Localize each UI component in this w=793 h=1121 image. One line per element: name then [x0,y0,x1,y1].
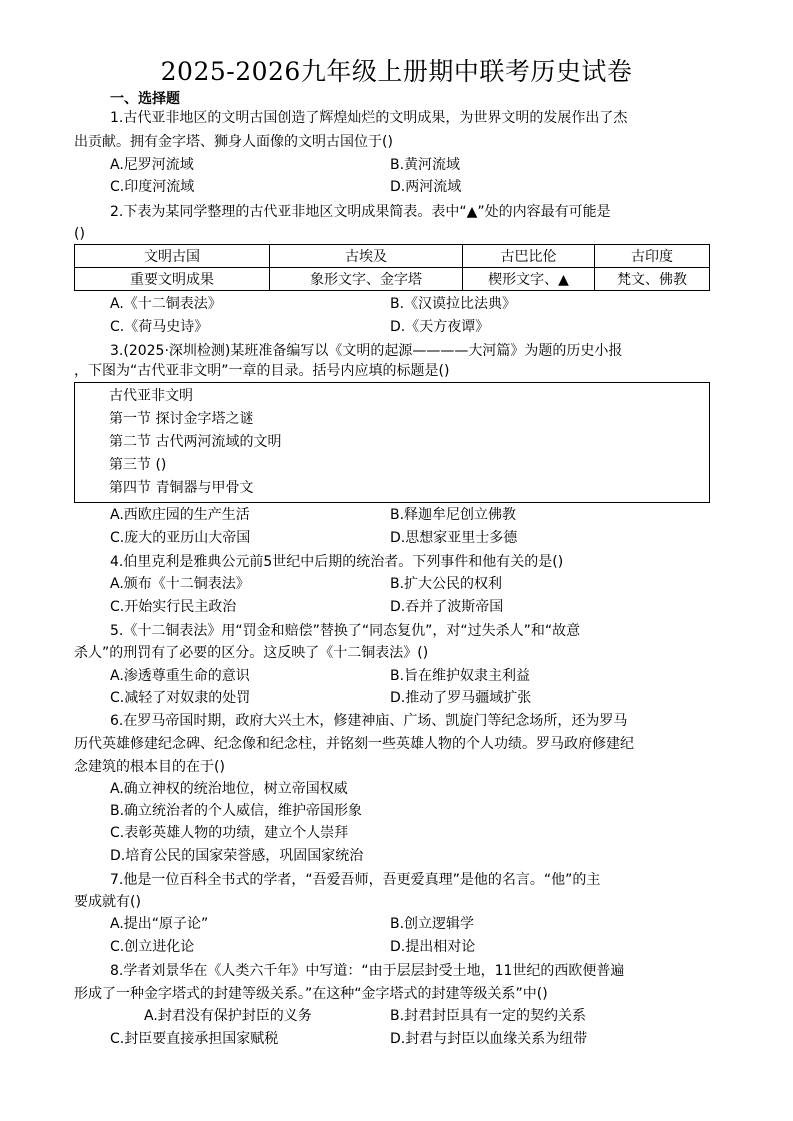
q6-option-b: B.确立统治者的个人威信，维护帝国形象 [110,803,363,819]
q6-stem-line: 历代英雄修建纪念碑、纪念像和纪念柱，并铭刻一些英雄人物的个人功绩。罗马政府修建纪 [74,736,634,752]
q3-option-d: D.思想家亚里士多德 [390,530,518,546]
contents-line: 第四节 青铜器与甲骨文 [109,480,254,496]
q1-stem-line: 1.古代亚非地区的文明古国创造了辉煌灿烂的文明成果，为世界文明的发展作出了杰 [110,110,628,126]
q6-option-a: A.确立神权的统治地位，树立帝国权威 [110,781,348,797]
q7-stem-line: 要成就有() [74,894,141,910]
table-cell: 楔形文字、▲ [463,268,595,291]
section-heading: 一、选择题 [110,91,180,107]
q1-stem-line: 出贡献。拥有金字塔、狮身人面像的文明古国位于() [74,134,393,150]
q1-option-d: D.两河流域 [390,179,462,195]
table-header-row [75,245,710,268]
q8-option-a: A.封君没有保护封臣的义务 [144,1008,312,1024]
q3-option-c: C.庞大的亚历山大帝国 [110,530,251,546]
q1-option-c: C.印度河流域 [110,179,195,195]
q7-option-c: C.创立进化论 [110,939,195,955]
q2-option-b: B.《汉谟拉比法典》 [390,296,517,312]
q1-option-a: A.尼罗河流域 [110,157,194,173]
civilization-table [74,244,710,291]
q7-option-d: D.提出相对论 [390,939,476,955]
q4-option-b: B.扩大公民的权利 [390,576,503,592]
page-title: 2025-2026九年级上册期中联考历史试卷 [160,57,633,86]
q3-option-b: B.释迦牟尼创立佛教 [390,507,517,523]
chapter-contents-box [74,382,710,503]
table-cell: 古巴比伦 [463,245,595,268]
contents-line: 古代亚非文明 [109,388,193,404]
q4-option-c: C.开始实行民主政治 [110,599,237,615]
q8-option-b: B.封君封臣具有一定的契约关系 [390,1008,587,1024]
table-cell: 象形文字、金字塔 [270,268,463,291]
q5-option-c: C.减轻了对奴隶的处罚 [110,690,251,706]
q6-option-d: D.培育公民的国家荣誉感，巩固国家统治 [110,848,364,864]
q7-option-b: B.创立逻辑学 [390,916,475,932]
q5-option-b: B.旨在维护奴隶主利益 [390,668,531,684]
q4-stem-line: 4.伯里克利是雅典公元前5世纪中后期的统治者。下列事件和他有关的是() [110,554,564,570]
contents-line: 第二节 古代两河流域的文明 [109,434,282,450]
q2-option-a: A.《十二铜表法》 [110,296,222,312]
table-row [75,268,710,291]
q2-stem-line: 2.下表为某同学整理的古代亚非地区文明成果简表。表中“▲”处的内容最有可能是 [110,204,611,220]
table-cell: 重要文明成果 [75,268,270,291]
q4-option-a: A.颁布《十二铜表法》 [110,576,250,592]
q8-option-d: D.封君与封臣以血缘关系为纽带 [390,1031,588,1047]
q8-option-c: C.封臣要直接承担国家赋税 [110,1031,279,1047]
q2-option-c: C.《荷马史诗》 [110,319,209,335]
table-cell: 梵文、佛教 [595,268,710,291]
table-cell: 古埃及 [270,245,463,268]
q5-option-d: D.推动了罗马疆域扩张 [390,690,532,706]
q1-option-b: B.黄河流域 [390,157,461,173]
q8-stem-line: 8.学者刘景华在《人类六千年》中写道：“由于层层封受土地，11世纪的西欧便普遍 [110,963,625,979]
table-cell: 古印度 [595,245,710,268]
q2-option-d: D.《天方夜谭》 [390,319,490,335]
table-cell: 文明古国 [75,245,270,268]
q5-option-a: A.渗透尊重生命的意识 [110,668,250,684]
q4-option-d: D.吞并了波斯帝国 [390,599,504,615]
q7-stem-line: 7.他是一位百科全书式的学者，“吾爱吾师，吾更爱真理”是他的名言。“他”的主 [110,872,601,888]
q6-option-c: C.表彰英雄人物的功绩，建立个人崇拜 [110,825,349,841]
q2-stem-line: () [74,226,85,242]
contents-line: 第三节 () [109,457,167,473]
q6-stem-line: 念建筑的根本目的在于() [74,759,225,775]
q7-option-a: A.提出“原子论” [110,916,209,932]
q6-stem-line: 6.在罗马帝国时期，政府大兴土木，修建神庙、广场、凯旋门等纪念场所，还为罗马 [110,713,628,729]
q3-option-a: A.西欧庄园的生产生活 [110,507,250,523]
contents-line: 第一节 探讨金字塔之谜 [109,411,254,427]
q5-stem-line: 杀人”的刑罚有了必要的区分。这反映了《十二铜表法》() [74,645,429,661]
q8-stem-line: 形成了一种金字塔式的封建等级关系。”在这种“金字塔式的封建等级关系”中() [74,986,548,1002]
q3-stem-line: ，下图为“古代亚非文明”一章的目录。括号内应填的标题是() [74,363,450,379]
q5-stem-line: 5.《十二铜表法》用“罚金和赔偿”替换了“同态复仇”，对“过失杀人”和“故意 [110,623,581,639]
q3-stem-line: 3.(2025·深圳检测)某班准备编写以《文明的起源————大河篇》为题的历史小报 [110,343,623,359]
